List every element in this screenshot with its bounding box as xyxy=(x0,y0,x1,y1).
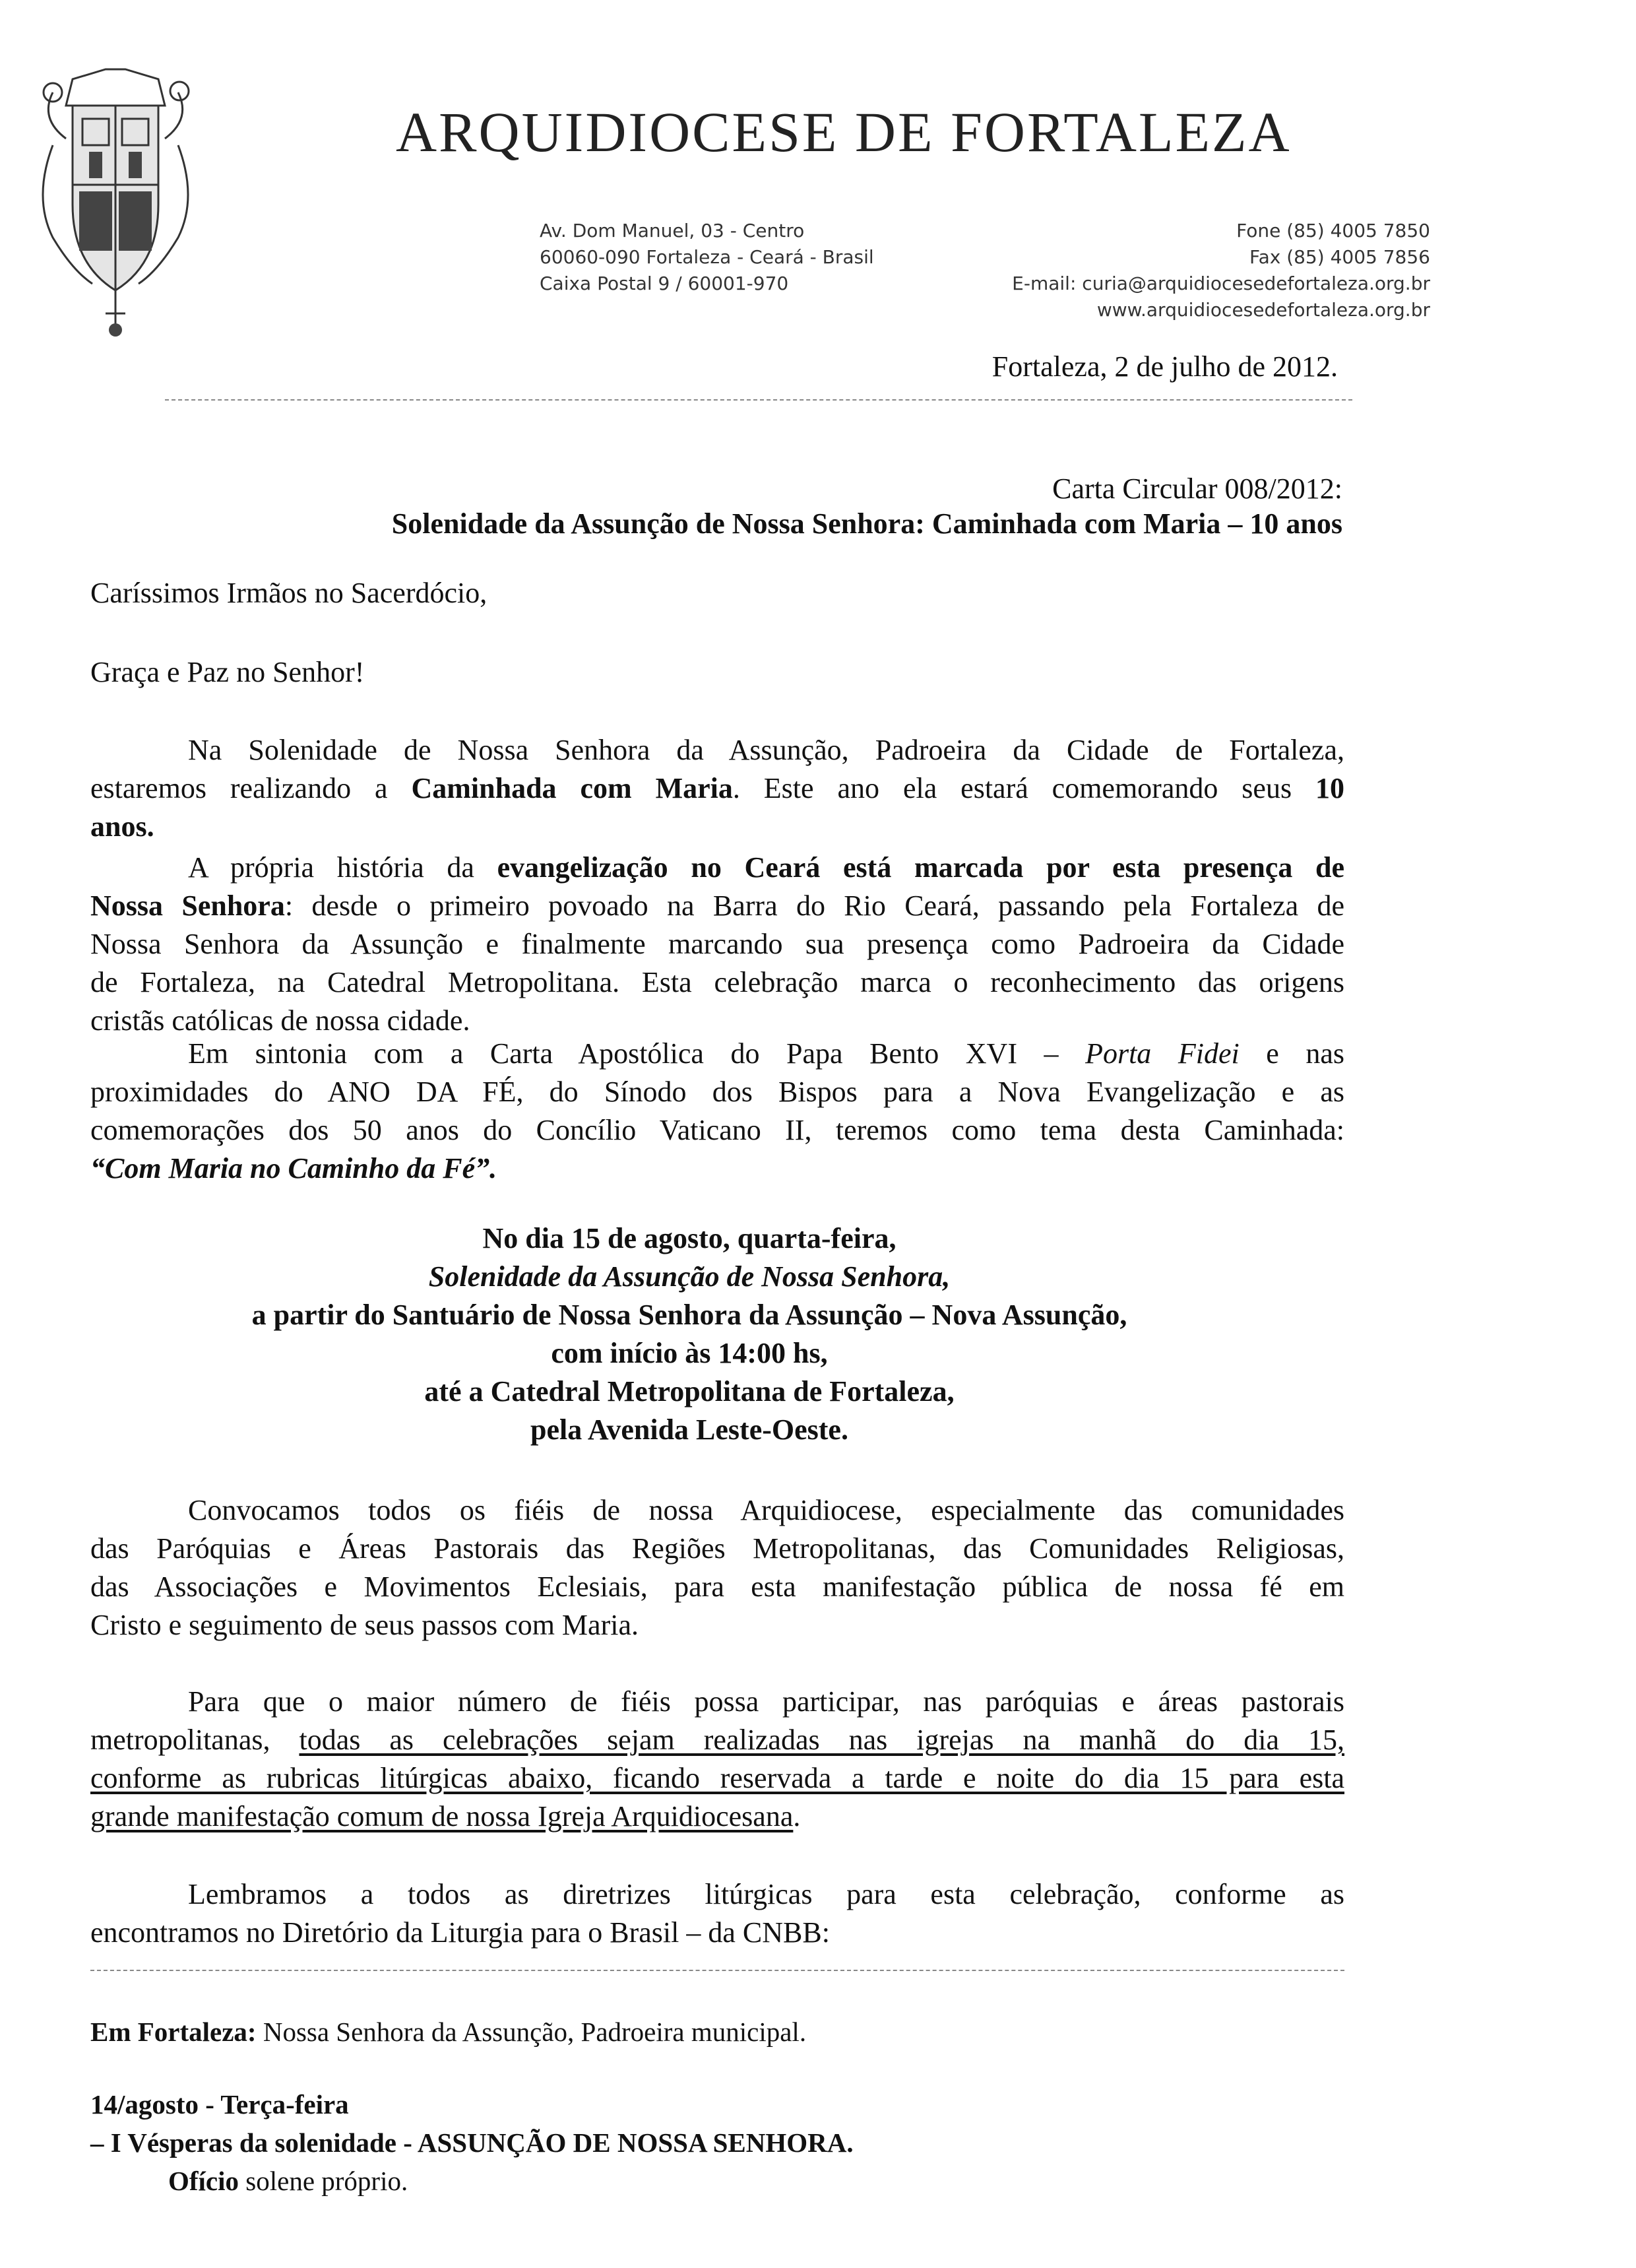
salutation: Caríssimos Irmãos no Sacerdócio, xyxy=(90,577,488,609)
paragraph-line: metropolitanas, todas as celebrações sejam realizadas nas igrejas na manhã do dia 15, xyxy=(90,1724,1344,1756)
paragraph-line: de Fortaleza, na Catedral Metropolitana. Esta celebração marca o reconhecimento das origens xyxy=(90,966,1344,998)
liturgy-office: Ofício solene próprio. xyxy=(168,2166,408,2196)
paragraph-line: proximidades do ANO DA FÉ, do Sínodo dos Bispos para a Nova Evangelização e as xyxy=(90,1076,1344,1108)
paragraph-line: Convocamos todos os fiéis de nossa Arquidiocese, especialmente das comunidades xyxy=(188,1494,1344,1526)
address-line: 60060-090 Fortaleza - Ceará - Brasil xyxy=(540,246,874,268)
liturgy-vespers: – I Vésperas da solenidade - ASSUNÇÃO DE NOSSA SENHORA. xyxy=(90,2127,854,2158)
website-line: www.arquidiocesedefortaleza.org.br xyxy=(1096,299,1430,321)
address-block xyxy=(540,218,874,297)
paragraph-line: Para que o maior número de fiéis possa participar, nas paróquias e áreas pastorais xyxy=(188,1685,1344,1718)
paragraph-line: estaremos realizando a Caminhada com Maria. Este ano ela estará comemorando seus 10 xyxy=(90,772,1345,804)
paragraph-line: Nossa Senhora da Assunção e finalmente marcando sua presença como Padroeira da Cidade xyxy=(90,928,1344,960)
paragraph-line: encontramos no Diretório da Liturgia para o Brasil – da CNBB: xyxy=(90,1916,830,1949)
header-divider xyxy=(165,399,1352,401)
liturgy-location-line: Em Fortaleza: Nossa Senhora da Assunção, Padroeira municipal. xyxy=(90,2017,807,2047)
letter-subject: Solenidade da Assunção de Nossa Senhora: Caminhada com Maria – 10 anos xyxy=(391,507,1342,540)
paragraph-line: Na Solenidade de Nossa Senhora da Assunção, Padroeira da Cidade de Fortaleza, xyxy=(188,734,1344,766)
paragraph-line: Em sintonia com a Carta Apostólica do Papa Bento XVI – Porta Fidei e nas xyxy=(188,1037,1344,1070)
paragraph-line: comemorações dos 50 anos do Concílio Vaticano II, teremos como tema desta Caminhada: xyxy=(90,1114,1344,1146)
event-line: Solenidade da Assunção de Nossa Senhora, xyxy=(428,1260,951,1293)
event-line: a partir do Santuário de Nossa Senhora da Assunção – Nova Assunção, xyxy=(251,1299,1127,1331)
paragraph-line: Lembramos a todos as diretrizes litúrgicas para esta celebração, conforme as xyxy=(188,1878,1344,1910)
paragraph-line: das Associações e Movimentos Eclesiais, para esta manifestação pública de nossa fé em xyxy=(90,1571,1344,1603)
paragraph-line: Cristo e seguimento de seus passos com Maria. xyxy=(90,1609,639,1641)
organization-title: ARQUIDIOCESE DE FORTALEZA xyxy=(396,100,1292,164)
paragraph-line: conforme as rubricas litúrgicas abaixo, ficando reservada a tarde e noite do dia 15 para esta xyxy=(90,1762,1344,1794)
circular-number: Carta Circular 008/2012: xyxy=(1052,472,1342,505)
paragraph-line: “Com Maria no Caminho da Fé”. xyxy=(90,1152,497,1184)
event-line: pela Avenida Leste-Oeste. xyxy=(530,1413,848,1446)
paragraph-line: cristãs católicas de nossa cidade. xyxy=(90,1004,470,1037)
address-line: Caixa Postal 9 / 60001-970 xyxy=(540,273,789,294)
paragraph-line: grande manifestação comum de nossa Igreja Arquidiocesana. xyxy=(90,1800,801,1832)
address-line: Av. Dom Manuel, 03 - Centro xyxy=(540,220,805,242)
archdiocese-crest-logo xyxy=(26,66,204,343)
liturgy-day: 14/agosto - Terça-feira xyxy=(90,2089,349,2120)
letter-date: Fortaleza, 2 de julho de 2012. xyxy=(991,350,1338,383)
event-line: até a Catedral Metropolitana de Fortaleza, xyxy=(424,1375,955,1408)
fax-line: Fax (85) 4005 7856 xyxy=(1249,246,1430,268)
paragraph-line: anos. xyxy=(90,810,154,843)
contact-block xyxy=(1012,218,1430,323)
paragraph-line: A própria história da evangelização no Ceará está marcada por esta presença de xyxy=(188,851,1344,884)
email-line: E-mail: curia@arquidiocesedefortaleza.org.br xyxy=(1012,273,1430,294)
paragraph-line: das Paróquias e Áreas Pastorais das Regiões Metropolitanas, das Comunidades Religiosas, xyxy=(90,1532,1344,1565)
section-divider xyxy=(90,1970,1344,1971)
phone-line: Fone (85) 4005 7850 xyxy=(1236,220,1430,242)
greeting: Graça e Paz no Senhor! xyxy=(90,656,365,688)
event-line: No dia 15 de agosto, quarta-feira, xyxy=(482,1222,897,1254)
event-line: com início às 14:00 hs, xyxy=(551,1337,828,1369)
paragraph-line: Nossa Senhora: desde o primeiro povoado na Barra do Rio Ceará, passando pela Fortaleza de xyxy=(90,890,1344,922)
